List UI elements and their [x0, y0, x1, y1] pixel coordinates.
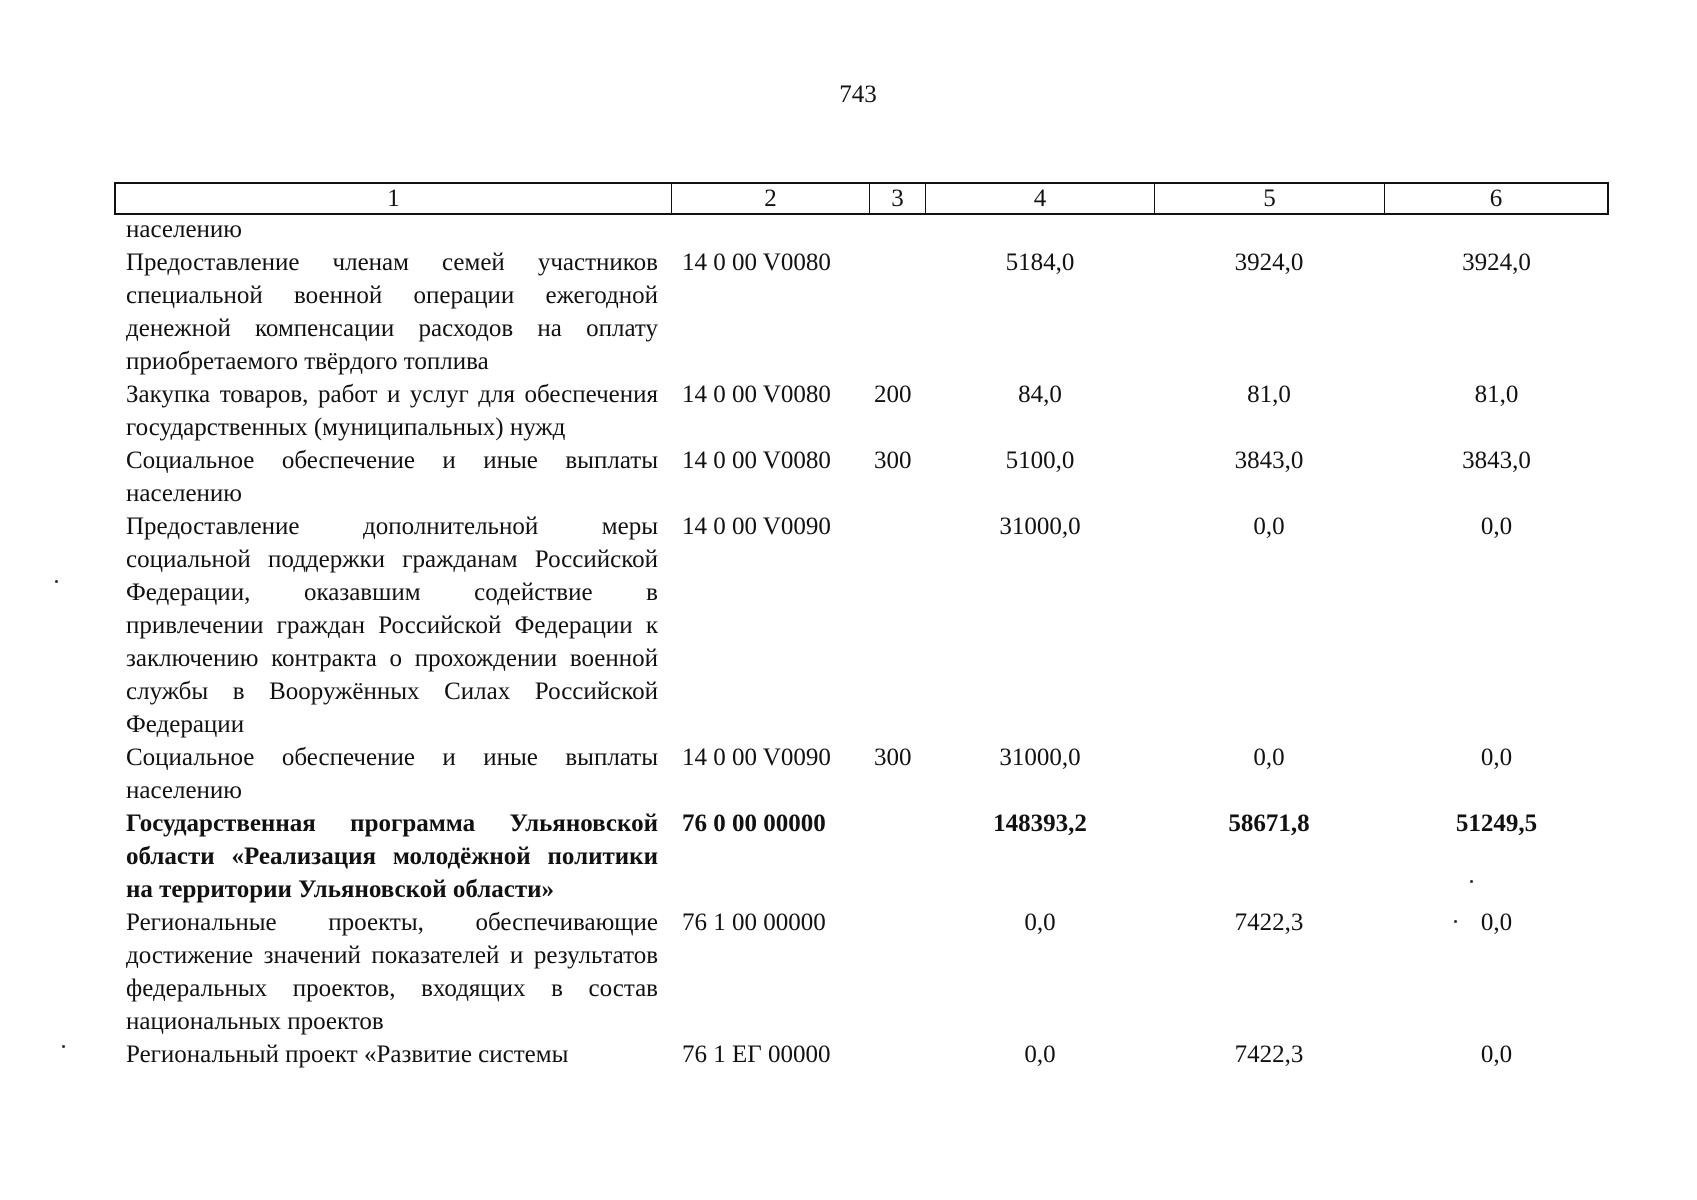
row-value-col6: 3843,0 — [1462, 447, 1531, 474]
row-code: 14 0 00 V0090 — [682, 513, 831, 540]
row-description: населению — [126, 216, 242, 243]
row-value-col6: 3924,0 — [1462, 249, 1531, 276]
row-code: 14 0 00 V0080 — [682, 447, 831, 474]
header-col-2: 2 — [672, 184, 870, 213]
table-row — [0, 213, 1697, 246]
row-description: Региональные проекты, обеспечивающие достижение значений показателей и результатов федеральных проектов, входящих в состав национальных проектов — [126, 909, 658, 1035]
scan-speck — [1454, 920, 1457, 923]
scan-speck — [55, 580, 58, 583]
table-row — [0, 510, 1697, 741]
row-value-col5: 7422,3 — [1234, 1041, 1304, 1068]
row-code: 76 1 ЕГ 00000 — [682, 1041, 831, 1068]
header-col-3: 3 — [870, 184, 926, 213]
table-row-program — [0, 807, 1697, 906]
row-code: 14 0 00 V0090 — [682, 744, 831, 771]
row-value-col4: 0,0 — [1024, 909, 1056, 936]
row-value-col5: 0,0 — [1253, 744, 1285, 771]
table-row — [0, 246, 1697, 378]
row-value-col5: 81,0 — [1247, 381, 1291, 408]
scan-speck — [1470, 880, 1473, 883]
row-value-col6: 0,0 — [1480, 1041, 1513, 1068]
table-row — [0, 906, 1697, 1038]
row-value-col5: 58671,8 — [1228, 810, 1310, 837]
row-code: 76 0 00 00000 — [682, 810, 826, 837]
row-description: Предоставление членам семей участников специальной военной операции ежегодной денежной компенсации расходов на оплату приобретаемого твёрдого топлива — [126, 249, 658, 375]
row-value-col5: 3924,0 — [1234, 249, 1304, 276]
row-value-col4: 0,0 — [1024, 1041, 1056, 1068]
header-col-1: 1 — [116, 184, 672, 213]
row-value-col6: 51249,5 — [1455, 810, 1538, 837]
row-description: Предоставление дополнительной меры социальной поддержки гражданам Российской Федерации, оказавшим содействие в привлечении граждан Российской Федерации к заключению контракта о прохождении военной службы в Вооружённых Силах Российской Федерации — [126, 513, 658, 738]
row-description: Закупка товаров, работ и услуг для обеспечения государственных (муниципальных) нужд — [126, 381, 658, 441]
header-col-4: 4 — [926, 184, 1155, 213]
scan-speck — [62, 1045, 65, 1048]
row-code: 14 0 00 V0080 — [682, 381, 831, 408]
table-row — [0, 444, 1697, 510]
row-value-col4: 31000,0 — [999, 513, 1081, 540]
table-header — [114, 182, 1609, 215]
header-col-6: 6 — [1489, 185, 1503, 212]
row-value-col5: 7422,3 — [1234, 909, 1304, 936]
row-code: 14 0 00 V0080 — [682, 249, 831, 276]
table-row — [0, 1038, 1697, 1071]
row-type: 300 — [874, 447, 912, 474]
row-type: 300 — [874, 744, 912, 771]
row-value-col6: 81,0 — [1474, 381, 1519, 408]
row-value-col4: 31000,0 — [999, 744, 1081, 771]
row-description: Государственная программа Ульяновской области «Реализация молодёжной политики на территории Ульяновской области» — [126, 810, 658, 903]
row-description: Социальное обеспечение и иные выплаты населению — [126, 744, 658, 804]
row-description: Социальное обеспечение и иные выплаты населению — [126, 447, 658, 507]
page-number: 743 — [839, 81, 877, 108]
row-value-col4: 5100,0 — [1005, 447, 1075, 474]
row-value-col4: 84,0 — [1018, 381, 1062, 408]
row-value-col4: 5184,0 — [1005, 249, 1075, 276]
row-value-col4: 148393,2 — [993, 810, 1087, 837]
row-value-col6: 0,0 — [1480, 513, 1513, 540]
row-code: 76 1 00 00000 — [682, 909, 826, 936]
table-row — [0, 741, 1697, 807]
row-value-col5: 0,0 — [1253, 513, 1285, 540]
header-col-5: 5 — [1155, 184, 1385, 213]
row-value-col5: 3843,0 — [1234, 447, 1304, 474]
row-value-col6: 0,0 — [1480, 909, 1513, 936]
row-type: 200 — [874, 381, 912, 408]
table-row — [0, 378, 1697, 444]
row-description: Региональный проект «Развитие системы — [126, 1041, 569, 1068]
table-body — [0, 216, 1697, 1071]
row-value-col6: 0,0 — [1480, 744, 1513, 771]
